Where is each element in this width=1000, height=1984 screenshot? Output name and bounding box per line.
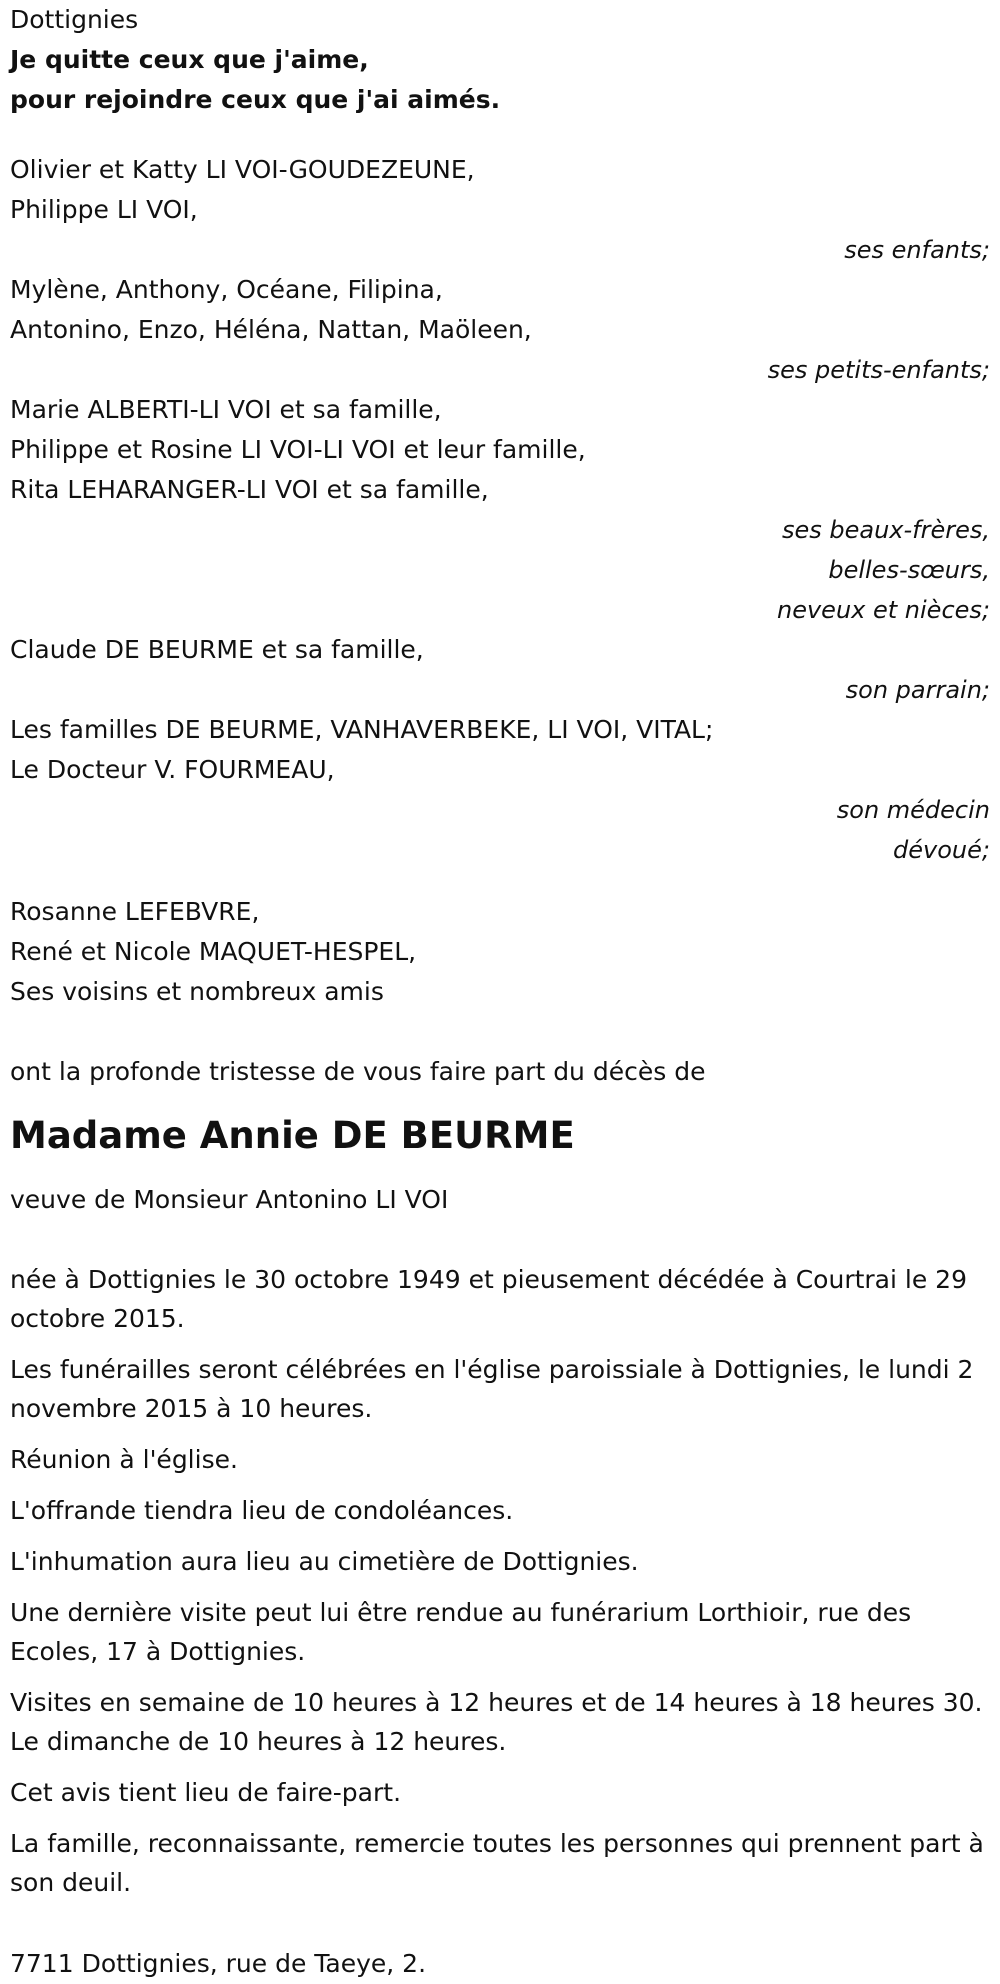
family-line: Rosanne LEFEBVRE, <box>10 897 260 926</box>
relation-label: son parrain; <box>845 676 990 704</box>
deceased-name: Madame Annie DE BEURME <box>10 1114 575 1157</box>
relation-label: ses enfants; <box>844 236 990 264</box>
relation-label: son médecin <box>836 796 990 824</box>
family-group-friends <box>10 892 990 1012</box>
family-line: Philippe et Rosine LI VOI-LI VOI et leur famille, <box>10 435 586 464</box>
spouse-text: veuve de Monsieur Antonino LI VOI <box>10 1185 449 1214</box>
detail-paragraph: L'inhumation aura lieu au cimetière de Dottignies. <box>10 1547 639 1576</box>
detail-paragraph: Les funérailles seront célébrées en l'église paroissiale à Dottignies, le lundi 2 novembre 2015 à 10 heures. <box>10 1355 974 1423</box>
detail-paragraph: Visites en semaine de 10 heures à 12 heures et de 14 heures à 18 heures 30. Le dimanche de 10 heures à 12 heures. <box>10 1688 983 1756</box>
family-line: Antonino, Enzo, Héléna, Nattan, Maöleen, <box>10 315 532 344</box>
detail-paragraph: Cet avis tient lieu de faire-part. <box>10 1778 402 1807</box>
relation-label: dévoué; <box>893 836 990 864</box>
family-line: Mylène, Anthony, Océane, Filipina, <box>10 275 443 304</box>
spacer <box>10 1914 990 1944</box>
relation-label: ses petits-enfants; <box>767 356 990 384</box>
spacer <box>10 1012 990 1052</box>
address-text: 7711 Dottignies, rue de Taeye, 2. <box>10 1949 427 1978</box>
family-group-grandchildren <box>10 270 990 390</box>
detail-paragraph: La famille, reconnaissante, remercie toutes les personnes qui prennent part à son deuil. <box>10 1829 984 1897</box>
detail-paragraph: L'offrande tiendra lieu de condoléances. <box>10 1496 514 1525</box>
spacer <box>10 120 990 150</box>
family-line: Marie ALBERTI-LI VOI et sa famille, <box>10 395 442 424</box>
relation-label: belles-sœurs, <box>828 556 990 584</box>
family-line: René et Nicole MAQUET-HESPEL, <box>10 937 417 966</box>
family-group-godfather <box>10 630 990 710</box>
quote-line-2: pour rejoindre ceux que j'ai aimés. <box>10 85 501 114</box>
relation-label: neveux et nièces; <box>777 596 990 624</box>
details-section <box>10 1260 990 1902</box>
family-line: Claude DE BEURME et sa famille, <box>10 635 424 664</box>
town-label: Dottignies <box>10 5 139 34</box>
family-line: Olivier et Katty LI VOI-GOUDEZEUNE, <box>10 155 475 184</box>
relation-label: ses beaux-frères, <box>781 516 990 544</box>
family-line: Les familles DE BEURME, VANHAVERBEKE, LI VOI, VITAL; <box>10 715 714 744</box>
spacer <box>10 870 990 892</box>
family-group-in-laws <box>10 390 990 630</box>
spacer <box>10 1220 990 1260</box>
family-line: Le Docteur V. FOURMEAU, <box>10 755 335 784</box>
family-line: Ses voisins et nombreux amis <box>10 977 384 1006</box>
quote-line-1: Je quitte ceux que j'aime, <box>10 45 369 74</box>
detail-paragraph: Réunion à l'église. <box>10 1445 238 1474</box>
detail-paragraph: née à Dottignies le 30 octobre 1949 et pieusement décédée à Courtrai le 29 octobre 2015. <box>10 1265 967 1333</box>
family-line: Rita LEHARANGER-LI VOI et sa famille, <box>10 475 489 504</box>
family-line: Philippe LI VOI, <box>10 195 198 224</box>
announcement-text: ont la profonde tristesse de vous faire part du décès de <box>10 1057 706 1086</box>
family-group-doctor <box>10 710 990 870</box>
detail-paragraph: Une dernière visite peut lui être rendue au funérarium Lorthioir, rue des Ecoles, 17 à Dottignies. <box>10 1598 912 1666</box>
family-group-children <box>10 150 990 270</box>
